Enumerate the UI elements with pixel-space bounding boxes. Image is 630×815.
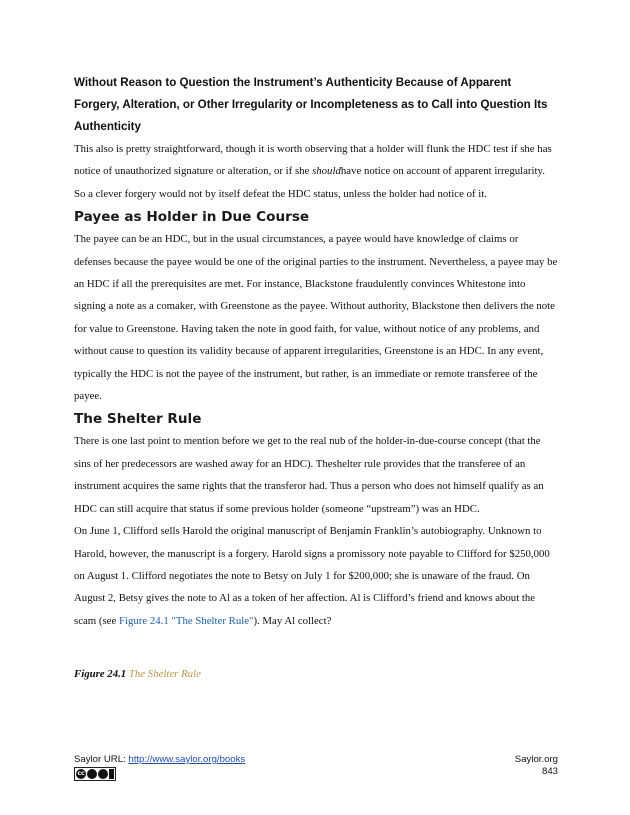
footer-url-label: Saylor URL:	[74, 754, 129, 765]
figure-number: Figure 24.1	[74, 668, 127, 681]
emphasis-should: should	[312, 165, 341, 178]
paragraph-shelter: There is one last point to mention before we get to the real nub of the holder-in-due-course concept (that the sins of her predecessors are washed away for an HDC). Theshelter rule provides that the transferee of an instrument acquires the same rights that the transferor had. Thus a person who does not himself qualify as an HDC can still acquire that status if some previous holder (someone “upstream”) was an HDC.	[74, 435, 544, 515]
saylor-url-link[interactable]: http://www.saylor.org/books	[128, 754, 246, 765]
footer-site: Saylor.org	[514, 754, 558, 765]
paragraph-text: This also is pretty straightforward, though it is worth observing that a holder will flunk the HDC test if she has notice of unauthorized signature or alteration, or if she	[74, 143, 552, 178]
paragraph-authenticity	[74, 138, 558, 205]
license-bar	[109, 769, 114, 779]
paragraph-text: On June 1, Clifford sells Harold the original manuscript of Benjamin Franklin’s autobiography. Unknown to Harold, however, the manuscript is a forgery. Harold signs a promissory note payable to Clifford for $250,000 on August 1. Clifford negotiates the note to Betsy on July 1 for $200,000; she is unaware of the fraud. On August 2, Betsy gives the note to Al as a token of her affection. Al is Clifford’s friend and knows about the scam (see	[74, 525, 550, 627]
page-content	[74, 72, 558, 680]
section-heading-authenticity: Without Reason to Question the Instrument’s Authenticity Because of Apparent Forgery, Alteration, or Other Irregularity or Incompleteness as to Call into Question Its Authenticity	[74, 76, 548, 133]
heading-payee-hdc: Payee as Holder in Due Course	[74, 209, 310, 226]
figure-title: The Shelter Rule	[128, 668, 201, 681]
nc-circle-icon	[98, 769, 108, 779]
paragraph-text: ). May Al collect?	[253, 614, 332, 627]
footer-url	[74, 754, 245, 765]
footer-right	[515, 754, 558, 778]
page-number: 843	[541, 766, 558, 777]
cc-circle-icon: cc	[77, 770, 85, 777]
paragraph-text: have notice on account of apparent irregularity. So a clever forgery would not by itself defeat the HDC status, unless the holder had notice of it.	[74, 165, 545, 200]
heading-shelter-rule: The Shelter Rule	[74, 411, 202, 428]
by-circle-icon	[87, 769, 97, 779]
paragraph-payee: The payee can be an HDC, but in the usual circumstances, a payee would have knowledge of claims or defenses because the payee would be one of the original parties to the instrument. Nevertheless, a payee may be an HDC if all the prerequisites are met. For instance, Blackstone fraudulently convinces Whitestone into signing a note as a comaker, with Greenstone as the payee. Without authority, Blackstone then delivers the note for value to Greenstone. Having taken the note in good faith, for value, without notice of any problems, and without cause to question its validity because of apparent irregularities, Greenstone is an HDC. In any event, typically the HDC is not the payee of the instrument, but rather, is an immediate or remote transferee of the payee.	[74, 233, 558, 403]
creative-commons-icon	[74, 767, 116, 781]
figure-link[interactable]: Figure 24.1 "The Shelter Rule"	[118, 614, 254, 627]
paragraph-example	[74, 520, 558, 632]
figure-caption	[74, 668, 558, 680]
